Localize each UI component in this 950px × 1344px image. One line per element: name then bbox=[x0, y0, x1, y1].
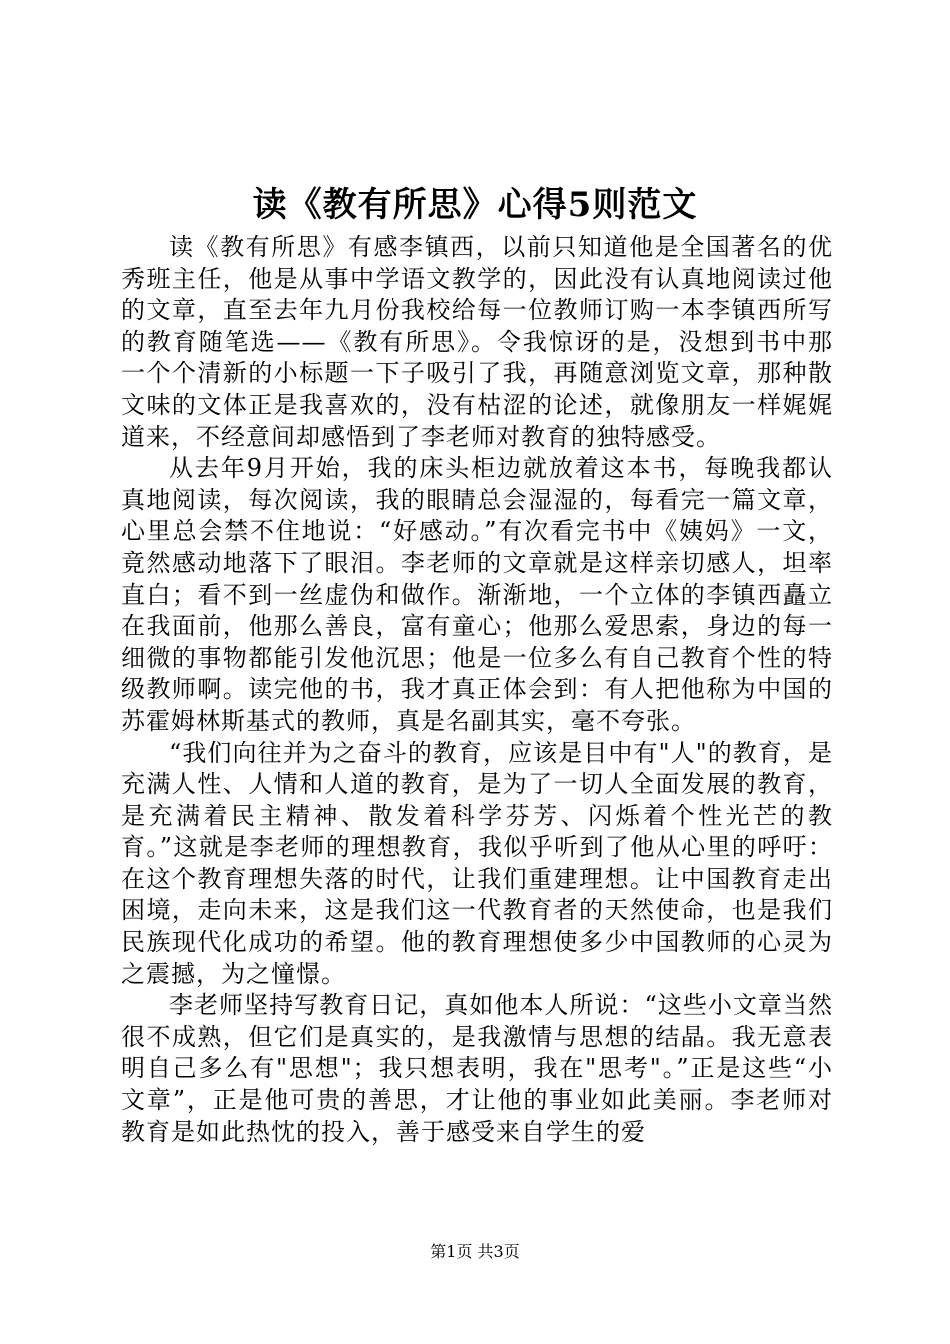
paragraph: 从去年9月开始，我的床头柜边就放着这本书，每晚我都认真地阅读，每次阅读，我的眼睛总会湿湿的，每看完一篇文章，心里总会禁不住地说：“好感动。”有次看完书中《姨妈》一文，竟然感动地落下了眼泪。李老师的文章就是这样亲切感人，坦率直白；看不到一丝虚伪和做作。渐渐地，一个立体的李镇西矗立在我面前，他那么善良，富有童心；他那么爱思索，身边的每一细微的事物都能引发他沉思；他是一位多么有自己教育个性的特级教师啊。读完他的书，我才真正体会到：有人把他称为中国的苏霍姆林斯基式的教师，真是名副其实，毫不夸张。 bbox=[121, 454, 833, 735]
paragraph: 读《教有所思》有感李镇西，以前只知道他是全国著名的优秀班主任，他是从事中学语文教学的，因此没有认真地阅读过他的文章，直至去年九月份我校给每一位教师订购一本李镇西所写的教育随笔选——《教有所思》。令我惊讶的是，没想到书中那一个个清新的小标题一下子吸引了我，再随意浏览文章，那种散文味的文体正是我喜欢的，没有枯涩的论述，就像朋友一样娓娓道来，不经意间却感悟到了李老师对教育的独特感受。 bbox=[121, 233, 833, 451]
page-number-footer: 第1页 共3页 bbox=[430, 1242, 520, 1261]
paragraph: 李老师坚持写教育日记，真如他本人所说：“这些小文章当然很不成熟，但它们是真实的，是我激情与思想的结晶。我无意表明自己多么有"思想"；我只想表明，我在"思考"。”正是这些“小文章”，正是他可贵的善思，才让他的事业如此美丽。李老师对教育是如此热忱的投入，善于感受来自学生的爱 bbox=[121, 991, 833, 1146]
document-title: 读《教有所思》心得5则范文 bbox=[252, 185, 698, 225]
paragraph: “我们向往并为之奋斗的教育，应该是目中有"人"的教育，是充满人性、人情和人道的教育，是为了一切人全面发展的教育，是充满着民主精神、散发着科学芬芳、闪烁着个性光芒的教育。”这就是李老师的理想教育，我似乎听到了他从心里的呼吁：在这个教育理想失落的时代，让我们重建理想。让中国教育走出困境，走向未来，这是我们这一代教育者的天然使命，也是我们民族现代化成功的希望。他的教育理想使多少中国教师的心灵为之震撼，为之憧憬。 bbox=[121, 738, 833, 988]
document-body bbox=[121, 232, 833, 1148]
